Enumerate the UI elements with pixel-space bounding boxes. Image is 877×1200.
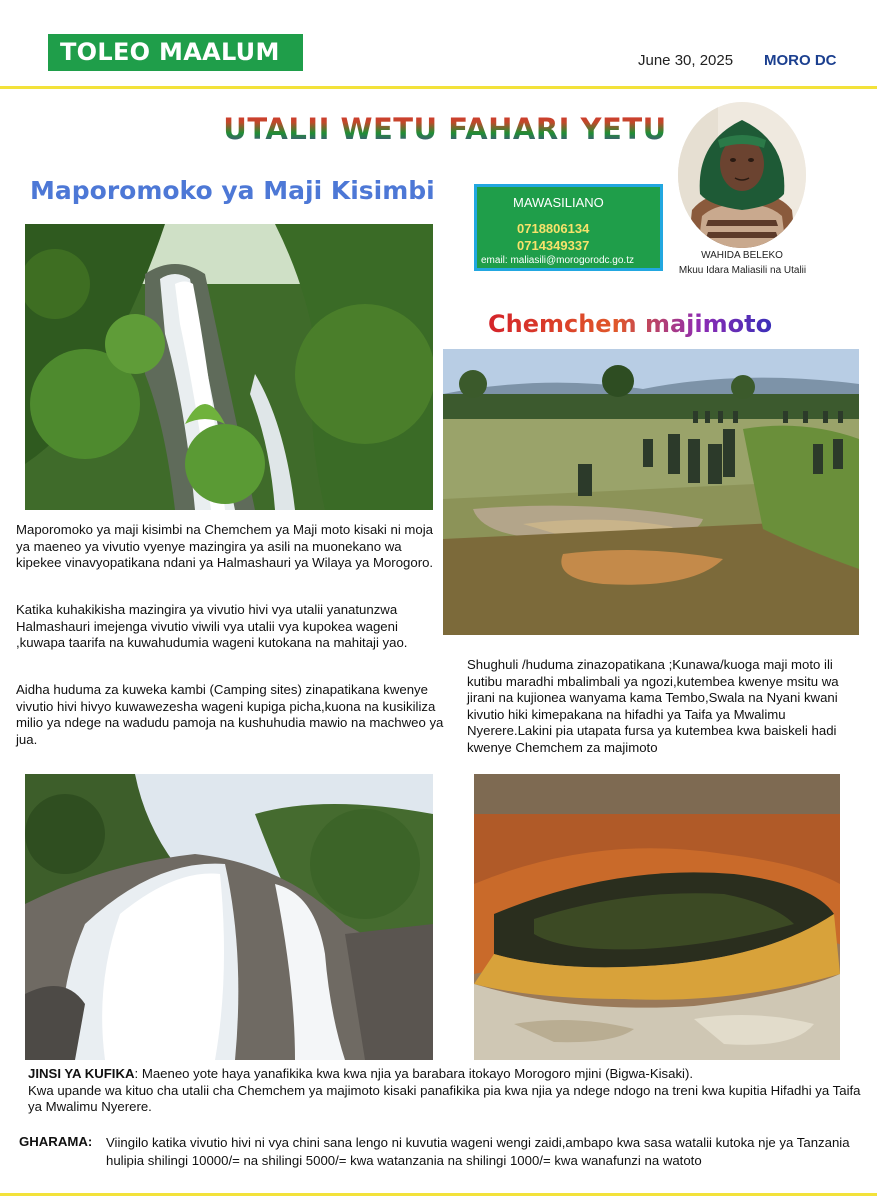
intro-paragraph-3: Aidha huduma za kuweka kambi (Camping sites) zinapatikana kwenye vivutio hivi hivyo kuwawezesha wageni kupiga picha,kuona na kusikiliza milio ya ndege na wadudu pamoja na kushuhudia mawio na machweo ya jua.	[16, 682, 444, 747]
kisimbi-waterfall-photo	[25, 224, 433, 510]
officer-portrait	[678, 102, 806, 248]
hotspring-closeup-photo	[474, 774, 840, 1060]
access-line-1	[28, 1066, 864, 1083]
officer-name: WAHIDA BELEKO	[701, 250, 783, 261]
cost-label: GHARAMA:	[19, 1134, 93, 1149]
cost-text: Viingilo katika vivutio hivi ni vya chini sana lengo ni kuvutia wageni wengi zaidi,ambapo kwa sasa watalii kutoka nje ya Tanzania hulipia shilingi 10000/= na shilingi 5000/= kwa watanzania na shilingi 1000/= kwa wanafunzi na watoto	[106, 1135, 850, 1168]
contact-title: MAWASILIANO	[513, 195, 604, 210]
issue-badge: TOLEO MAALUM	[48, 34, 303, 71]
access-label: JINSI YA KUFIKA	[28, 1066, 135, 1081]
contact-email: email: maliasili@morogorodc.go.tz	[481, 255, 634, 266]
contact-phone-2: 0714349337	[517, 238, 590, 253]
intro-paragraph-2: Katika kuhakikisha mazingira ya vivutio hivi vya utalii yanatunzwa Halmashauri imejenga vivutio viwili vya utalii vya kupokea wageni ,kuwapa taarifa na kuwahudumia wageni kutokana na mahitaji yao.	[16, 602, 408, 650]
header-rule	[0, 86, 877, 89]
contact-phone-1: 0718806134	[517, 221, 590, 236]
contact-box	[474, 184, 663, 271]
officer-title: Mkuu Idara Maliasili na Utalii	[678, 265, 807, 276]
access-line-1-text: : Maeneo yote haya yanafikika kwa kwa njia ya barabara itokayo Morogoro mjini (Bigwa-Kisaki).	[134, 1066, 694, 1081]
section-title-hotspring: Chemchem majimoto	[488, 310, 773, 338]
kisimbi-waterfall-photo-2	[25, 774, 433, 1060]
organization-name: MORO DC	[764, 52, 837, 69]
access-info	[28, 1066, 864, 1116]
hotspring-field-photo	[443, 349, 859, 635]
access-line-2: Kwa upande wa kituo cha utalii cha Chemchem ya majimoto kisaki panafikika pia kwa njia ya ndege ndogo na treni kwa kupitia Hifadhi ya Taifa ya Mwalimu Nyerere.	[28, 1082, 861, 1114]
section-title-kisimbi: Maporomoko ya Maji Kisimbi	[30, 176, 435, 205]
main-headline: UTALII WETU FAHARI YETU	[200, 112, 690, 146]
issue-date: June 30, 2025	[638, 52, 734, 69]
hotspring-activities-text: Shughuli /huduma zinazopatikana ;Kunawa/kuoga maji moto ili kutibu maradhi mbalimbali ya ngozi,kutembea kwenye msitu wa jirani na kujionea wanyama kama Tembo,Swala na Nyani kwani kivutio hiki kimepakana na hifadhi ya Taifa ya Mwalimu Nyerere.Lakini pia utapata fursa ya kutembea kwa baiskeli hadi kwenye Chemchem za majimoto	[467, 657, 839, 755]
footer-rule	[0, 1193, 877, 1196]
intro-paragraph-1: Maporomoko ya maji kisimbi na Chemchem ya Maji moto kisaki ni moja ya maeneo ya vivutio vyenye mazingira ya asili na muonekano wa kipekee vinavyopatikana ndani ya Halmashauri ya Wilaya ya Morogoro.	[16, 522, 434, 570]
